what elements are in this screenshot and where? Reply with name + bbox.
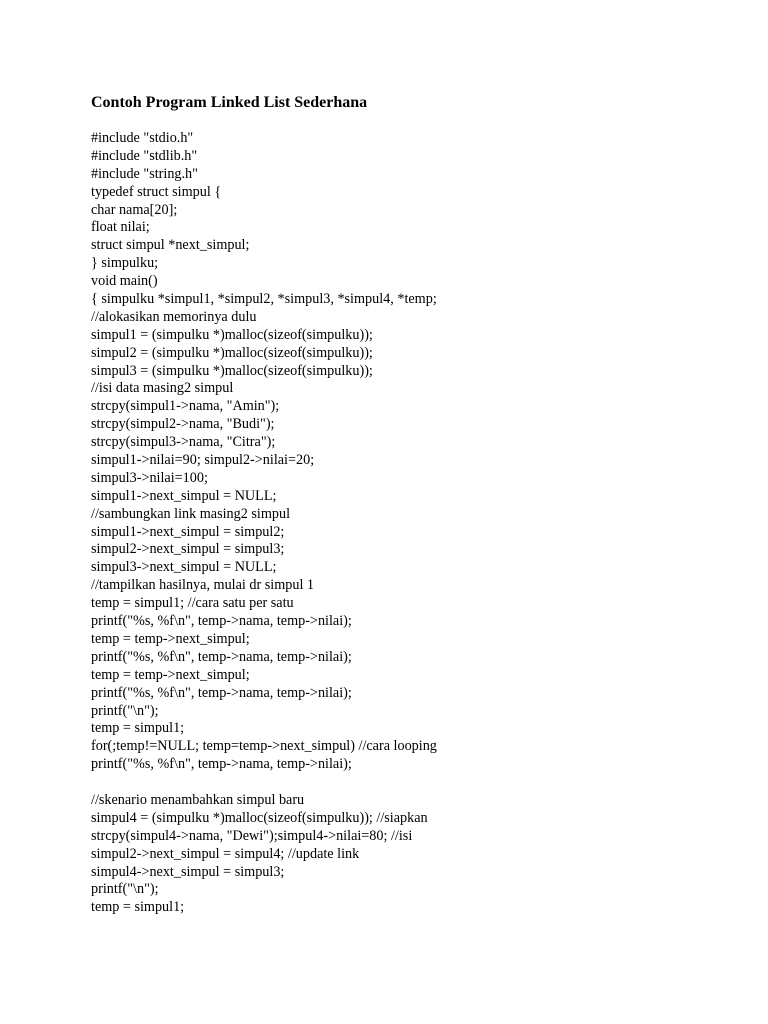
code-line: printf("%s, %f\n", temp->nama, temp->nilai); [91,648,352,665]
code-line: printf("%s, %f\n", temp->nama, temp->nilai); [91,613,352,630]
code-listing [91,130,437,917]
code-line: simpul4->next_simpul = simpul3; [91,863,285,880]
code-line: void main() [91,273,158,290]
code-line: temp = simpul1; [91,720,185,737]
code-line: simpul3->nilai=100; [91,469,208,486]
code-line: float nilai; [91,219,150,236]
code-line: #include "string.h" [91,165,198,182]
code-line: simpul1->next_simpul = simpul2; [91,523,285,540]
code-line: simpul1->nilai=90; simpul2->nilai=20; [91,452,315,469]
code-line: char nama[20]; [91,201,178,218]
code-line: //isi data masing2 simpul [91,380,234,397]
code-line: strcpy(simpul3->nama, "Citra"); [91,434,276,451]
code-line: temp = temp->next_simpul; [91,666,250,683]
code-line: simpul1 = (simpulku *)malloc(sizeof(simpulku)); [91,326,373,343]
code-line: printf("\n"); [91,881,159,898]
code-line: simpul3 = (simpulku *)malloc(sizeof(simpulku)); [91,362,373,379]
blank-line [91,774,437,792]
code-line: simpul2->next_simpul = simpul4; //update link [91,845,360,862]
code-line: //sambungkan link masing2 simpul [91,505,291,522]
code-line: //alokasikan memorinya dulu [91,308,257,325]
code-line: strcpy(simpul1->nama, "Amin"); [91,398,280,415]
code-line: strcpy(simpul4->nama, "Dewi");simpul4->nilai=80; //isi [91,827,413,844]
code-line: struct simpul *next_simpul; [91,237,250,254]
code-line: temp = simpul1; //cara satu per satu [91,595,294,612]
code-line: simpul3->next_simpul = NULL; [91,559,277,576]
code-line: strcpy(simpul2->nama, "Budi"); [91,416,275,433]
code-line: //tampilkan hasilnya, mulai dr simpul 1 [91,577,315,594]
code-line: simpul2->next_simpul = simpul3; [91,541,285,558]
code-line: printf("%s, %f\n", temp->nama, temp->nilai); [91,684,352,701]
code-line: temp = temp->next_simpul; [91,630,250,647]
code-line: simpul4 = (simpulku *)malloc(sizeof(simpulku)); //siapkan [91,809,428,826]
code-line: #include "stdlib.h" [91,147,198,164]
code-line: simpul2 = (simpulku *)malloc(sizeof(simpulku)); [91,344,373,361]
code-line: simpul1->next_simpul = NULL; [91,487,277,504]
document-title: Contoh Program Linked List Sederhana [91,94,368,111]
code-line: temp = simpul1; [91,899,185,916]
code-line: printf("%s, %f\n", temp->nama, temp->nilai); [91,756,352,773]
code-line: } simpulku; [91,255,159,272]
code-line: for(;temp!=NULL; temp=temp->next_simpul) //cara looping [91,738,437,755]
code-line: { simpulku *simpul1, *simpul2, *simpul3, *simpul4, *temp; [91,291,437,308]
code-line: //skenario menambahkan simpul baru [91,791,305,808]
code-line: printf("\n"); [91,702,159,719]
code-line: #include "stdio.h" [91,130,194,146]
code-line: typedef struct simpul { [91,183,222,200]
